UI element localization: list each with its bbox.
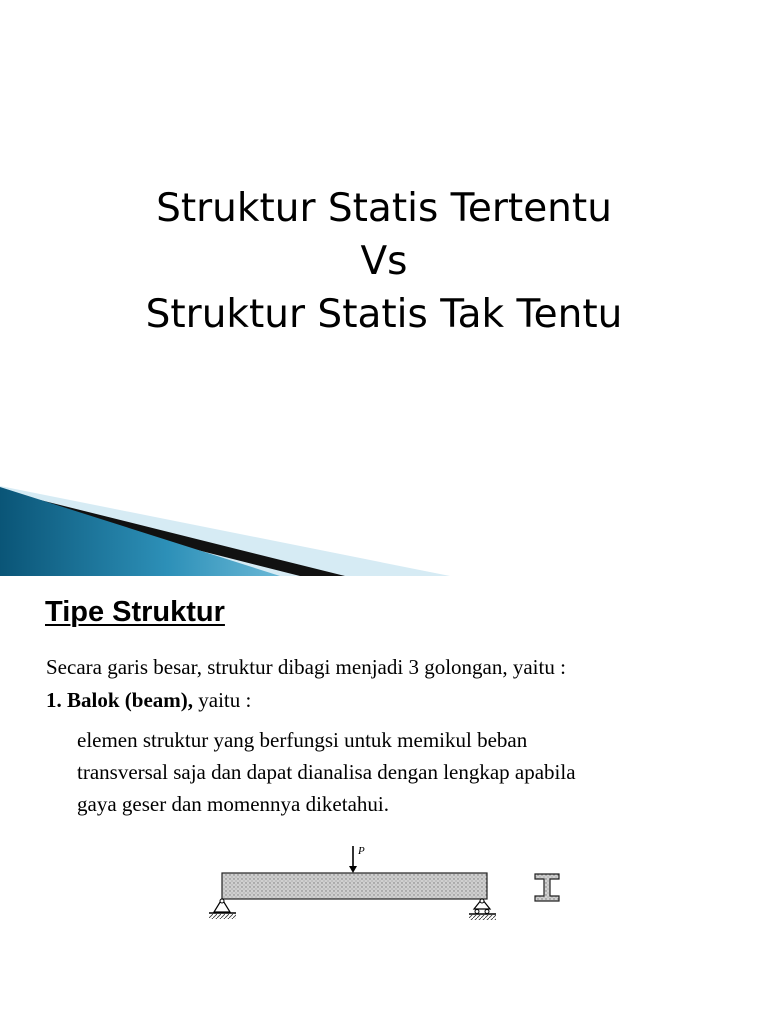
list-item-suffix: yaitu :: [193, 688, 252, 712]
i-beam-section-icon: [535, 874, 559, 901]
description-line-2: transversal saja dan dapat dianalisa dengan lengkap apabila: [77, 760, 576, 784]
list-item: [46, 688, 251, 713]
beam-body: [222, 873, 487, 899]
intro-text: Secara garis besar, struktur dibagi menjadi 3 golongan, yaitu :: [46, 655, 566, 679]
description-line-1: elemen struktur yang berfungsi untuk memikul beban: [77, 728, 528, 752]
roller-support-icon: [469, 899, 496, 920]
swoosh-teal-band: [0, 487, 280, 576]
pin-support-icon: [209, 899, 236, 919]
title-line-1: Struktur Statis Tertentu: [156, 186, 612, 231]
load-arrow-icon: [349, 846, 357, 873]
list-item-description: [77, 724, 576, 820]
section-heading: Tipe Struktur: [45, 596, 225, 628]
load-label: P: [358, 845, 365, 857]
content-slide: [0, 576, 768, 1024]
list-item-term: Balok (beam),: [67, 688, 193, 712]
title-line-2: Vs: [360, 239, 408, 284]
beam-diagram: [205, 838, 575, 928]
title-line-3: Struktur Statis Tak Tentu: [145, 292, 623, 337]
list-item-number: 1.: [46, 688, 62, 712]
description-line-3: gaya geser dan momennya diketahui.: [77, 792, 389, 816]
